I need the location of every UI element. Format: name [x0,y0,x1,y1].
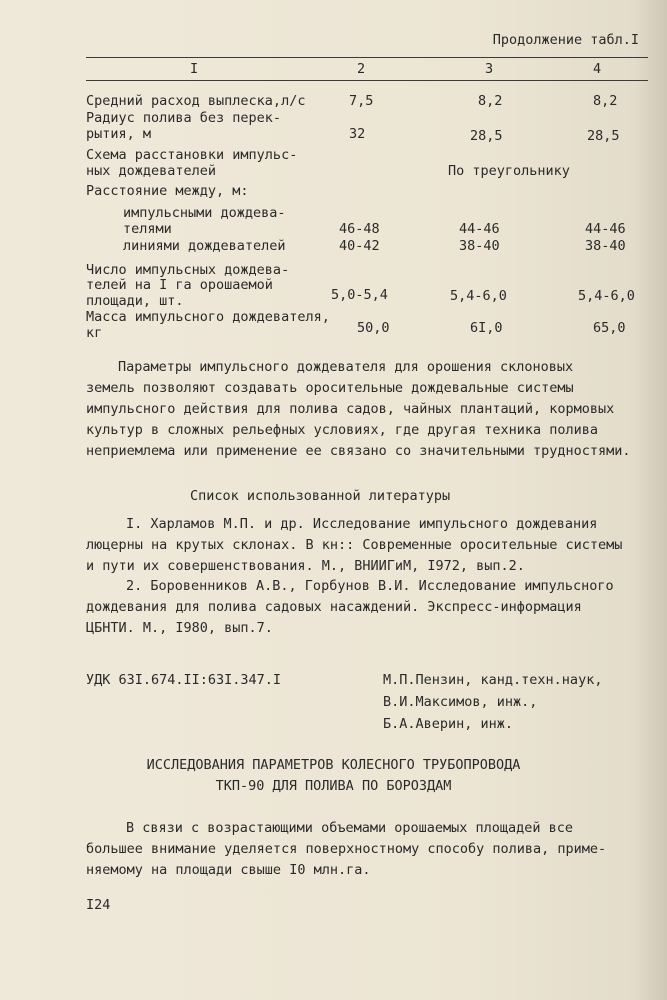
table-row-label: Радиус полива без перек- [86,110,282,126]
table-header-col3: 3 [485,61,494,77]
table-header-col2: 2 [357,61,366,77]
table-row-label: ных дождевателей [86,163,217,179]
author-line: В.И.Максимов, инж., [383,694,538,710]
body-paragraph [86,818,646,881]
paragraph-line: Параметры импульсного дождевателя для орошения склоновых [118,359,574,375]
reference-line: I. Харламов М.П. и др. Исследование импульсного дождевания [126,516,598,532]
table-cell: 38-40 [459,238,500,254]
table-header-col4: 4 [593,61,602,77]
article-title: ИССЛЕДОВАНИЯ ПАРАМЕТРОВ КОЛЕСНОГО ТРУБОПРОВОДА [146,757,521,773]
table-row-label: площади, шт. [86,293,184,309]
udk-code: УДК 63I.674.II:63I.347.I [86,672,282,688]
table-row-label: Средний расход выплеска,л/с [86,93,306,109]
table-row-label: импульсными дождева- [123,205,286,221]
table-cell: 40-42 [339,238,380,254]
body-paragraph [86,357,646,462]
table-header-col1: I [190,61,199,77]
paragraph-line: импульсного действия для полива садов, чайных плантаций, кормовых [86,401,615,417]
table-cell: 46-48 [339,221,380,237]
table-row-label: Расстояние между, м: [86,183,249,199]
table-header-rule [86,80,648,81]
table-merged-cell: По треугольнику [448,163,570,179]
table-row-label: телей на I га орошаемой [86,277,273,293]
article-title: ТКП-90 ДЛЯ ПОЛИВА ПО БОРОЗДАМ [215,778,452,794]
table-row-label: телями [123,221,172,237]
references-title: Список использованной литературы [190,488,451,504]
continuation-label: Продолжение табл.I [492,32,639,48]
table-cell: 65,0 [593,320,626,336]
table-cell: 50,0 [357,320,390,336]
table-cell: 28,5 [470,128,503,144]
paragraph-line: культур в сложных рельефных условиях, где другая техника полива [86,422,599,438]
reference-line: люцерны на крутых склонах. В кн:: Современные оросительные системы [86,537,623,553]
table-row-label: Масса импульсного дождевателя, [86,309,330,325]
paragraph-line: неприемлема или применение ее связано со значительными трудностями. [86,443,631,459]
table-row-label: рытия, м [86,126,152,142]
paragraph-line: большее внимание уделяется поверхностному способу полива, приме- [86,841,607,857]
table-row-label: кг [86,325,103,341]
table-cell: 5,4-6,0 [450,288,507,304]
table-cell: 8,2 [478,93,503,109]
table-cell: 5,0-5,4 [331,287,388,303]
table-row-label: Число импульсных дождева- [86,262,290,278]
reference-line: 2. Боровенников А.В., Горбунов В.И. Исследование импульсного [126,578,614,594]
table-cell: 8,2 [593,93,618,109]
reference-item [86,514,646,577]
table-cell: 7,5 [349,93,374,109]
table-row-label: линиями дождевателей [123,238,286,254]
page-number: I24 [86,897,111,913]
table-cell: 32 [349,126,366,142]
paragraph-line: земель позволяют создавать оросительные дождевальные системы [86,380,574,396]
reference-line: ЦБНТИ. М., I980, вып.7. [86,620,273,636]
paragraph-line: няемому на площади свыше I0 млн.га. [86,862,371,878]
table-cell: 38-40 [585,238,626,254]
reference-line: и пути их совершенствования. М., ВНИИГиМ, I972, вып.2. [86,558,525,574]
reference-line: дождевания для полива садовых насаждений. Экспресс-информация [86,599,582,615]
table-cell: 28,5 [587,128,620,144]
paragraph-line: В связи с возрастающими объемами орошаемых площадей все [126,820,574,836]
table-cell: 6I,0 [470,320,503,336]
table-cell: 5,4-6,0 [578,288,635,304]
reference-item [86,576,646,639]
author-line: Б.А.Аверин, инж. [383,716,514,732]
table-cell: 44-46 [585,221,626,237]
table-top-rule [86,57,648,58]
table-cell: 44-46 [459,221,500,237]
table-row-label: Схема расстановки импульс- [86,147,298,163]
author-line: М.П.Пензин, канд.техн.наук, [383,672,603,688]
